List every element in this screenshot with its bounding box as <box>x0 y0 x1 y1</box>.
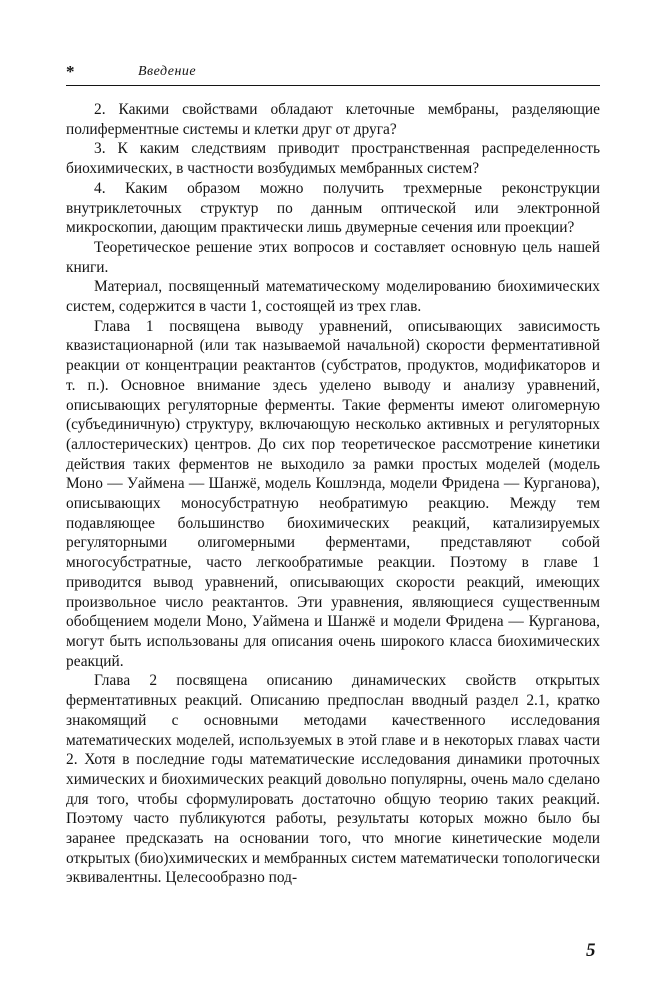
paragraph-question-3: 3. К каким следствиям приводит пространственная распределенность биохимических, в частности возбудимых мембранных систем? <box>66 140 600 178</box>
paragraph-part-1-overview: Материал, посвященный математическому моделированию биохимических систем, содержится в части 1, состоящей из трех глав. <box>66 278 600 316</box>
page-body <box>66 100 600 888</box>
running-head-title: Введение <box>138 64 197 79</box>
paragraph-chapter-1: Глава 1 посвящена выводу уравнений, описывающих зависимость квазистационарной (или так называемой начальной) скорости ферментативной реакции от концентрации реактантов (субстратов, продуктов, модификаторов и т. п.). Основное внимание здесь уделено выводу и анализу уравнений, описывающих регуляторные ферменты. Такие ферменты имеют олигомерную (субъединичную) структуру, включающую несколько активных и регуляторных (аллостерических) центров. До сих пор теоретическое рассмотрение кинетики действия таких ферментов не выходило за рамки простых моделей (модель Моно — Уаймена — Шанжё, модель Кошлэнда, модели Фридена — Курганова), описывающих моносубстратную необратимую реакцию. Между тем подавляющее большинство биохимических реакций, катализируемых регуляторными олигомерными ферментами, представляют собой многосубстратные, часто легкообратимые реакции. Поэтому в главе 1 приводится вывод уравнений, описывающих скорости реакций, имеющих произвольное число реактантов. Эти уравнения, являющиеся существенным обобщением модели Моно, Уаймена и Шанжё и модели Фридена — Курганова, могут быть использованы для описания очень широкого класса биохимических реакций. <box>66 317 600 670</box>
header-rule <box>66 85 600 86</box>
paragraph-question-4: 4. Каким образом можно получить трехмерные реконструкции внутриклеточных структур по данным оптической или электронной микроскопии, дающим практически лишь двумерные сечения или проекции? <box>66 179 600 237</box>
header-ornament: * <box>66 62 75 81</box>
paragraph-book-goal: Теоретическое решение этих вопросов и составляет основную цель нашей книги. <box>66 238 600 276</box>
page-number: 5 <box>586 940 596 961</box>
paragraph-question-2: 2. Какими свойствами обладают клеточные мембраны, разделяющие полиферментные системы и клетки друг от друга? <box>66 101 600 138</box>
paragraph-chapter-2: Глава 2 посвящена описанию динамических свойств открытых ферментативных реакций. Описанию предпослан вводный раздел 2.1, кратко знакомящий с основными методами качественного исследования математических моделей, используемых в этой главе и в некоторых главах части 2. Хотя в последние годы математические исследования динамики проточных химических и биохимических реакций довольно популярны, очень мало сделано для того, чтобы сформулировать достаточно общую теорию таких реакций. Поэтому часто публикуются работы, результаты которых можно было бы заранее предсказать на основании того, что многие кинетические модели открытых (био)химических и мембранных систем математически топологически эквивалентны. Целесообразно под- <box>66 672 600 887</box>
running-head <box>66 62 600 84</box>
